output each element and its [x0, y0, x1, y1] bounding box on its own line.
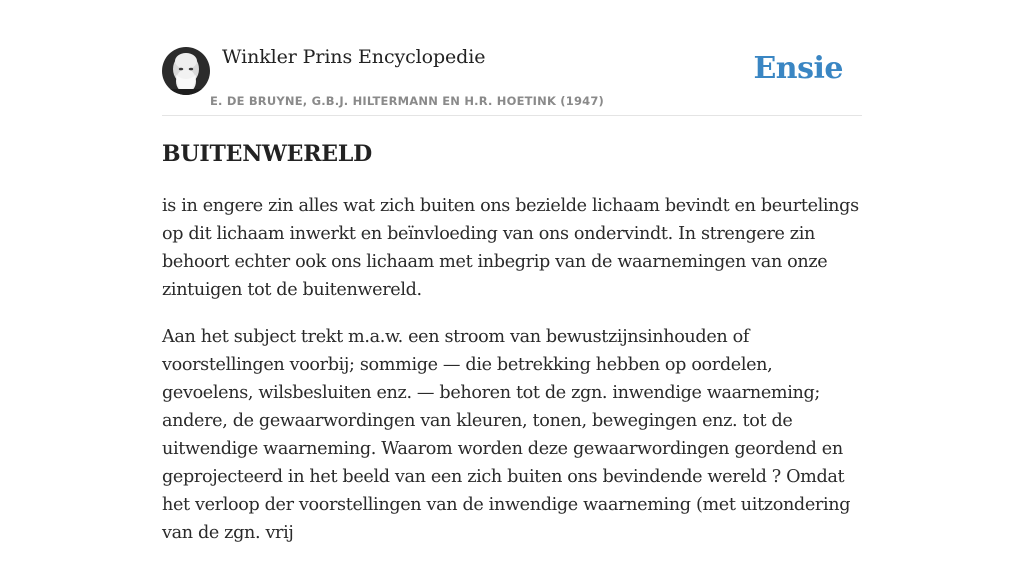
article-body	[162, 192, 862, 566]
page-title: BUITENWERELD	[162, 141, 372, 167]
article-paragraph: is in engere zin alles wat zich buiten ons bezielde lichaam bevindt en beurtelings op dit lichaam inwerkt en beïnvloeding van ons ondervindt. In strengere zin behoort echter ook ons lichaam met inbegrip van de waarnemingen van onze zintuigen tot de buitenwereld.	[162, 196, 859, 300]
article-paragraph: Aan het subject trekt m.a.w. een stroom van bewustzijnsinhouden of voorstellingen voorbij; sommige — die betrekking hebben op oordelen, gevoelens, wilsbesluiten enz. — behoren tot de zgn. inwendige waarneming; andere, de gewaarwordingen van kleuren, tonen, bewegingen enz. tot de uitwendige waarneming. Waarom worden deze gewaarwordingen geordend en geprojecteerd in het beeld van een zich buiten ons bevindende wereld ? Omdat het verloop der voorstellingen van de inwendige waarneming (met uitzondering van de zgn. vrij	[162, 327, 851, 543]
authors-credit: E. DE BRUYNE, G.B.J. HILTERMANN EN H.R. HOETINK (1947)	[210, 94, 605, 108]
site-title[interactable]: Winkler Prins Encyclopedie	[222, 46, 486, 68]
header	[162, 0, 862, 116]
portrait-photo-icon[interactable]	[162, 47, 210, 95]
brand-logo[interactable]: Ensie	[753, 51, 843, 86]
page	[162, 0, 862, 543]
